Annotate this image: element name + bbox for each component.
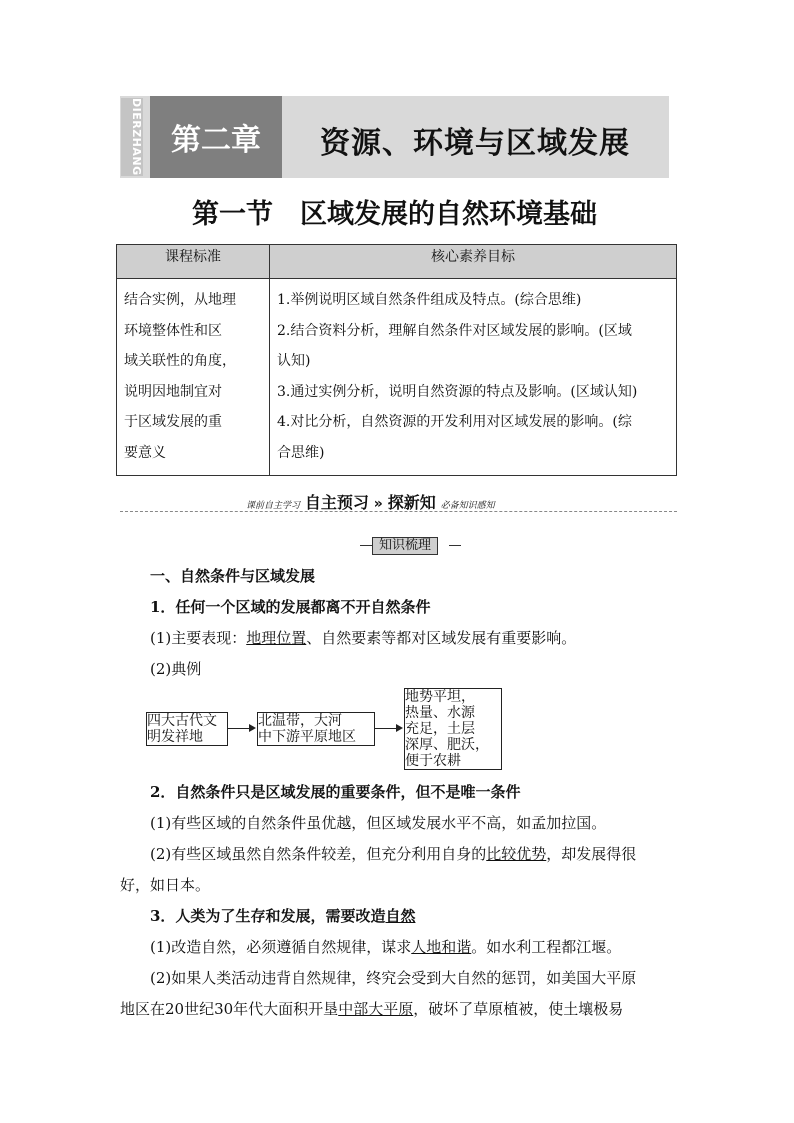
underlined-term: 中部大平原 xyxy=(338,1000,414,1018)
underlined-term: 自然 xyxy=(385,907,416,925)
text: (1)改造自然，必须遵循自然规律，谋求 xyxy=(150,938,412,956)
flow-text: 地势平坦， xyxy=(405,689,475,705)
paragraph-4-cont: 好，如日本。 xyxy=(120,876,211,894)
flow-arrow-2 xyxy=(375,728,397,729)
goal-line: 认知) xyxy=(277,353,311,370)
standard-cell xyxy=(117,279,270,476)
goal-line: 1.举例说明区域自然条件组成及特点。(综合思维) xyxy=(277,292,582,308)
paragraph-1 xyxy=(150,628,707,648)
flow-text: 便于农耕 xyxy=(405,753,461,769)
tag-rule-left xyxy=(360,545,372,546)
goal-line: 4.对比分析，自然资源的开发利用对区域发展的影响。(综 xyxy=(277,414,632,431)
flow-box-region xyxy=(257,712,375,746)
heading-1-1: 1．任何一个区域的发展都离不开自然条件 xyxy=(150,598,431,616)
band-right-label: 必备知识感知 xyxy=(440,501,495,511)
tag-rule-right xyxy=(449,545,461,546)
flow-box-conditions xyxy=(404,688,502,770)
paragraph-2: (2)典例 xyxy=(150,660,202,678)
text: 地区在20世纪30年代大面积开垦 xyxy=(120,1000,339,1018)
table-row xyxy=(117,279,677,476)
paragraph-5 xyxy=(150,937,707,957)
flow-text: 北温带，大河 xyxy=(258,713,342,729)
arrow-right-icon xyxy=(396,724,403,732)
text: (2)有些区域虽然自然条件较差，但充分利用自身的 xyxy=(150,845,487,863)
text: ，破坏了草原植被，使土壤极易 xyxy=(413,1000,624,1018)
flow-text: 四大古代文 xyxy=(147,713,217,729)
heading-1-2: 2．自然条件只是区域发展的重要条件，但不是唯一条件 xyxy=(150,783,521,801)
flow-text: 充足，土层 xyxy=(405,721,475,737)
table-header-row xyxy=(117,245,677,279)
heading-1-3 xyxy=(150,906,707,926)
standard-line: 域关联性的角度， xyxy=(124,353,236,370)
flow-text: 中下游平原地区 xyxy=(258,729,356,745)
flow-arrow-1 xyxy=(228,728,250,729)
preview-band xyxy=(246,490,495,513)
goal-line: 2.结合资料分析，理解自然条件对区域发展的影响。(区域 xyxy=(277,322,632,339)
band-left-label: 课前自主学习 xyxy=(246,501,301,511)
text: 3．人类为了生存和发展，需要改造 xyxy=(150,907,386,925)
chapter-number: 第二章 xyxy=(150,96,282,178)
paragraph-6-cont xyxy=(120,999,677,1019)
paragraph-3: (1)有些区域的自然条件虽优越，但区域发展水平不高，如孟加拉国。 xyxy=(150,814,607,832)
paragraph-6: (2)如果人类活动违背自然规律，终究会受到大自然的惩罚，如美国大平原 xyxy=(150,969,637,987)
goal-line: 3.通过实例分析，说明自然资源的特点及影响。(区域认知) xyxy=(277,383,638,400)
standard-line: 于区域发展的重 xyxy=(124,414,222,431)
knowledge-tag: 知识梳理 xyxy=(372,537,438,555)
goal-line: 合思维) xyxy=(277,444,325,461)
underlined-term: 人地和谐 xyxy=(411,938,472,956)
chapter-title: 资源、环境与区域发展 xyxy=(320,126,630,161)
standard-line: 结合实例，从地理 xyxy=(124,292,236,308)
band-arrow-icon: » xyxy=(373,496,383,512)
table-header-standard: 课程标准 xyxy=(117,245,270,279)
text: (1)主要表现： xyxy=(150,629,247,647)
curriculum-table xyxy=(116,244,677,476)
text: 、自然要素等都对区域发展有重要影响。 xyxy=(306,629,577,647)
text: ，却发展得很 xyxy=(546,845,637,863)
flow-box-civilizations xyxy=(146,712,228,746)
paragraph-4 xyxy=(150,844,677,864)
arrow-right-icon xyxy=(249,724,256,732)
heading-1: 一、自然条件与区域发展 xyxy=(150,567,316,585)
flow-text: 明发祥地 xyxy=(147,729,203,745)
band-main-label-2: 探新知 xyxy=(387,493,436,512)
table-header-goals: 核心素养目标 xyxy=(270,245,677,279)
flow-text: 深厚、肥沃， xyxy=(405,737,489,753)
standard-line: 说明因地制宜对 xyxy=(124,383,222,400)
section-title: 第一节 区域发展的自然环境基础 xyxy=(192,199,597,230)
chapter-pinyin-tag: DIERZHANG xyxy=(121,98,143,176)
flow-text: 热量、水源 xyxy=(405,705,475,721)
underlined-term: 比较优势 xyxy=(486,845,547,863)
goals-cell xyxy=(270,279,677,476)
underlined-term: 地理位置 xyxy=(246,629,307,647)
standard-line: 环境整体性和区 xyxy=(124,322,222,339)
standard-line: 要意义 xyxy=(124,444,166,461)
band-main-label: 自主预习 xyxy=(304,493,369,512)
text: 。如水利工程都江堰。 xyxy=(471,938,622,956)
